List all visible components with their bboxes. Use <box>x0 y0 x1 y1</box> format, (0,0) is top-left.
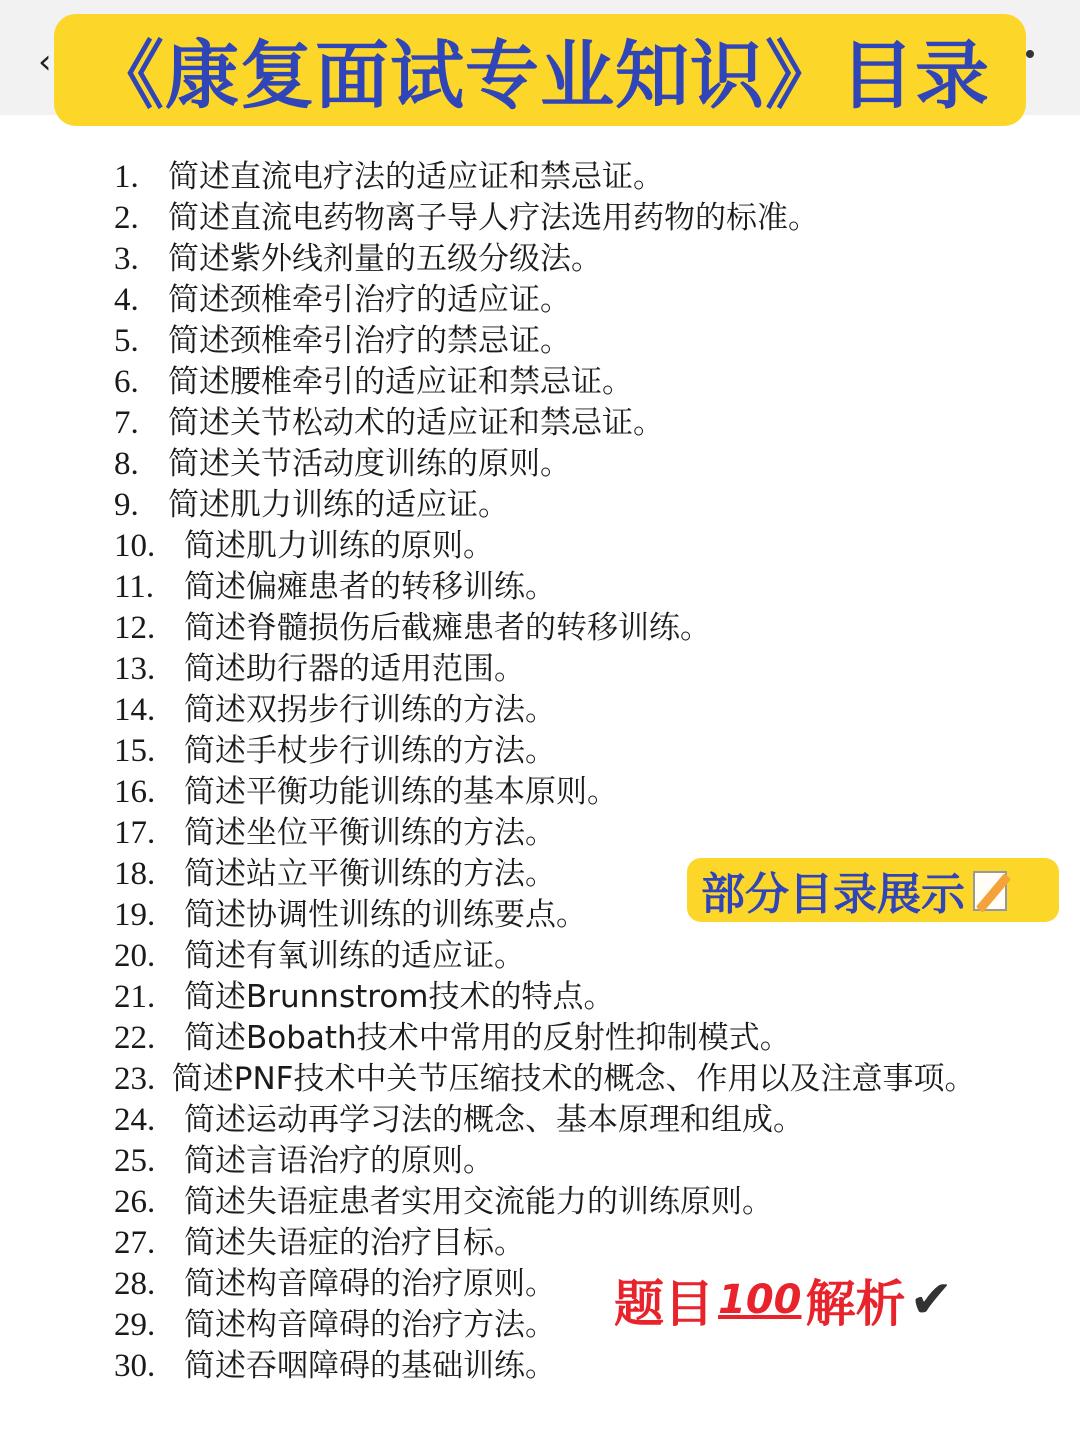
toc-item <box>114 485 984 526</box>
toc-text: 简述平衡功能训练的基本原则。 <box>184 774 618 810</box>
toc-item <box>114 813 984 854</box>
partial-toc-badge <box>687 858 1059 922</box>
toc-item <box>114 936 984 977</box>
toc-number: 22. <box>114 1020 156 1056</box>
toc-text: 简述关节松动术的适应证和禁忌证。 <box>168 405 664 441</box>
toc-number: 26. <box>114 1184 156 1220</box>
toc-text: 简述肌力训练的原则。 <box>184 528 494 564</box>
toc-item <box>114 444 984 485</box>
toc-number: 23. <box>114 1061 156 1097</box>
toc-item <box>114 772 984 813</box>
toc-number: 20. <box>114 938 156 974</box>
analysis-label-questions: 题目 <box>614 1275 714 1333</box>
toc-text: 简述失语症的治疗目标。 <box>184 1225 525 1261</box>
toc-text: 简述手杖步行训练的方法。 <box>184 733 556 769</box>
toc-item <box>114 526 984 567</box>
toc-item <box>114 1346 984 1387</box>
toc-text: 简述颈椎牵引治疗的适应证。 <box>168 282 571 318</box>
toc-number: 27. <box>114 1225 156 1261</box>
toc-text: 简述紫外线剂量的五级分级法。 <box>168 241 602 277</box>
toc-text: 简述运动再学习法的概念、基本原理和组成。 <box>184 1102 804 1138</box>
toc-item <box>114 239 984 280</box>
toc-number: 13. <box>114 651 156 687</box>
toc-number: 3. <box>114 241 139 277</box>
toc-number: 25. <box>114 1143 156 1179</box>
title-banner <box>54 14 1026 126</box>
toc-item <box>114 362 984 403</box>
toc-text: 简述颈椎牵引治疗的禁忌证。 <box>168 323 571 359</box>
toc-number: 12. <box>114 610 156 646</box>
toc-item <box>114 731 984 772</box>
analysis-label-explanation: 解析 <box>805 1275 906 1333</box>
toc-number: 8. <box>114 446 139 482</box>
toc-item <box>114 1059 984 1100</box>
toc-text: 简述双拐步行训练的方法。 <box>184 692 556 728</box>
toc-number: 9. <box>114 487 139 523</box>
toc-text: 简述构音障碍的治疗方法。 <box>184 1307 556 1343</box>
toc-number: 24. <box>114 1102 156 1138</box>
toc-text: 简述坐位平衡训练的方法。 <box>184 815 556 851</box>
toc-number: 15. <box>114 733 156 769</box>
toc-number: 7. <box>114 405 139 441</box>
toc-text: 简述失语症患者实用交流能力的训练原则。 <box>184 1184 773 1220</box>
toc-item <box>114 608 984 649</box>
hundred-points-icon: 100 <box>718 1277 802 1323</box>
toc-text: 简述Bobath技术中常用的反射性抑制模式。 <box>184 1020 791 1056</box>
toc-item <box>114 1182 984 1223</box>
page-title: 《康复面试专业知识》目录 <box>90 33 990 119</box>
toc-number: 29. <box>114 1307 156 1343</box>
toc-item <box>114 280 984 321</box>
toc-text: 简述PNF技术中关节压缩技术的概念、作用以及注意事项。 <box>171 1061 976 1097</box>
toc-item <box>114 321 984 362</box>
toc-number: 19. <box>114 897 156 933</box>
toc-text: 简述构音障碍的治疗原则。 <box>184 1266 556 1302</box>
toc-text: 简述关节活动度训练的原则。 <box>168 446 571 482</box>
toc-text: 简述腰椎牵引的适应证和禁忌证。 <box>168 364 633 400</box>
toc-item <box>114 649 984 690</box>
toc-number: 10. <box>114 528 156 564</box>
back-chevron-icon[interactable]: ‹ <box>38 42 52 82</box>
toc-text: 简述脊髓损伤后截瘫患者的转移训练。 <box>184 610 711 646</box>
toc-number: 28. <box>114 1266 156 1302</box>
toc-number: 18. <box>114 856 156 892</box>
memo-icon <box>971 867 1017 913</box>
toc-item <box>114 198 984 239</box>
toc-text: 简述Brunnstrom技术的特点。 <box>184 979 615 1015</box>
toc-list <box>114 157 984 1387</box>
toc-item <box>114 1141 984 1182</box>
toc-number: 16. <box>114 774 156 810</box>
toc-number: 21. <box>114 979 156 1015</box>
toc-number: 4. <box>114 282 139 318</box>
toc-item <box>114 1018 984 1059</box>
toc-item <box>114 1223 984 1264</box>
toc-item <box>114 977 984 1018</box>
toc-text: 简述直流电药物离子导人疗法选用药物的标准。 <box>168 200 819 236</box>
toc-item <box>114 567 984 608</box>
toc-number: 5. <box>114 323 139 359</box>
toc-number: 30. <box>114 1348 156 1384</box>
toc-text: 简述言语治疗的原则。 <box>184 1143 494 1179</box>
toc-text: 简述有氧训练的适应证。 <box>184 938 525 974</box>
toc-text: 简述协调性训练的训练要点。 <box>184 897 587 933</box>
toc-item <box>114 690 984 731</box>
toc-text: 简述偏瘫患者的转移训练。 <box>184 569 556 605</box>
toc-text: 简述直流电疗法的适应证和禁忌证。 <box>168 159 664 195</box>
toc-text: 简述肌力训练的适应证。 <box>168 487 509 523</box>
toc-item <box>114 403 984 444</box>
more-dot-icon[interactable] <box>1026 50 1034 58</box>
toc-number: 11. <box>114 569 155 605</box>
toc-text: 简述吞咽障碍的基础训练。 <box>184 1348 556 1384</box>
toc-number: 6. <box>114 364 139 400</box>
toc-number: 17. <box>114 815 156 851</box>
toc-number: 14. <box>114 692 156 728</box>
toc-number: 1. <box>114 159 139 195</box>
toc-text: 简述助行器的适用范围。 <box>184 651 525 687</box>
toc-text: 简述站立平衡训练的方法。 <box>184 856 556 892</box>
toc-item <box>114 157 984 198</box>
toc-number: 2. <box>114 200 139 236</box>
toc-item <box>114 1100 984 1141</box>
check-mark-icon: ✔ <box>909 1270 954 1330</box>
partial-toc-label: 部分目录展示 <box>701 869 965 920</box>
analysis-tag <box>614 1268 953 1332</box>
